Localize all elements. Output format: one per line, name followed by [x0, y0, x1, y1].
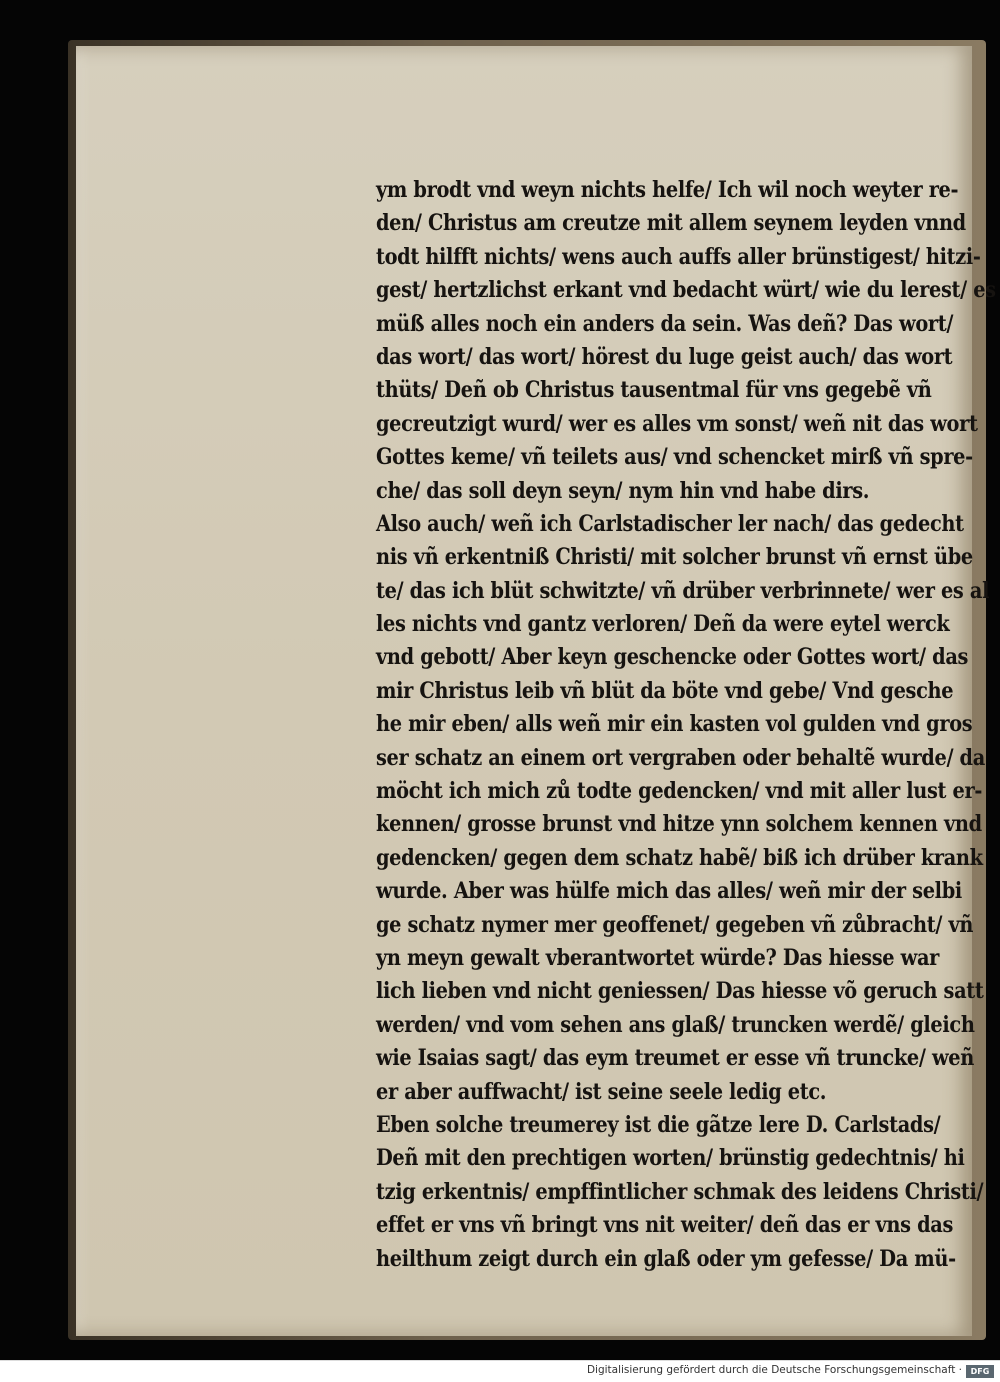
funding-credit: Digitalisierung gefördert durch die Deutsche Forschungsgemeinschaft ·	[586, 1364, 962, 1376]
text-line: gecreutzigt wurd/ wer es alles vm sonst/ weñ nit das wort	[376, 410, 978, 437]
text-line: heilthum zeigt durch ein glaß oder ym gefesse/ Da mü-	[376, 1245, 956, 1272]
text-line: kennen/ grosse brunst vnd hitze ynn solchem kennen vnd	[376, 811, 982, 838]
text-line: ser schatz an einem ort vergraben oder behaltẽ wurde/ da	[376, 744, 985, 771]
text-line: thüts/ Deñ ob Christus tausentmal für vns gegebẽ vñ	[376, 377, 932, 404]
text-block	[376, 174, 1000, 1276]
text-line: wurde. Aber was hülfe mich das alles/ weñ mir der selbi	[376, 878, 962, 905]
text-line: gest/ hertzlichst erkant vnd bedacht würt/ wie du lerest/ es	[376, 277, 996, 304]
text-line: yn meyn gewalt vberantwortet würde? Das hiesse war	[376, 944, 939, 971]
text-line: che/ das soll deyn seyn/ nym hin vnd habe dirs.	[376, 477, 870, 504]
text-line: werden/ vnd vom sehen ans glaß/ truncken werdẽ/ gleich	[376, 1011, 975, 1038]
text-line: das wort/ das wort/ hörest du luge geist auch/ das wort	[376, 343, 953, 370]
book-page	[76, 46, 996, 1336]
text-line: müß alles noch ein anders da sein. Was deñ? Das wort/	[376, 310, 954, 337]
text-line: nis vñ erkentniß Christi/ mit solcher brunst vñ ernst übe	[376, 544, 973, 571]
text-line: les nichts vnd gantz verloren/ Deñ da were eytel werck	[376, 611, 950, 638]
text-line: lich lieben vnd nicht geniessen/ Das hiesse võ geruch satt	[376, 978, 984, 1005]
text-line: ge schatz nymer mer geoffenet/ gegeben vñ zůbracht/ vñ	[376, 911, 974, 938]
text-line: wie Isaias sagt/ das eym treumet er esse vñ truncke/ weñ	[376, 1045, 974, 1072]
text-line: tzig erkentnis/ empffintlicher schmak des leidens Christi/	[376, 1178, 984, 1205]
text-line: ym brodt vnd weyn nichts helfe/ Ich wil noch weyter re-	[376, 177, 959, 203]
text-line: te/ das ich blüt schwitzte/ vñ drüber verbrinnete/ wer es al	[376, 577, 990, 604]
footer-bar	[0, 1360, 1000, 1382]
text-line: mir Christus leib vñ blüt da böte vnd gebe/ Vnd gesche	[376, 677, 954, 704]
text-line: er aber auffwacht/ ist seine seele ledig etc.	[376, 1078, 827, 1105]
text-line: den/ Christus am creutze mit allem seynem leyden vnnd	[376, 210, 966, 237]
text-line: Eben solche treumerey ist die gãtze lere D. Carlstads/	[376, 1111, 941, 1138]
text-line: todt hilfft nichts/ wens auch auffs aller brünstigest/ hitzi-	[376, 243, 981, 270]
text-line: effet er vns vñ bringt vns nit weiter/ deñ das er vns das	[376, 1212, 954, 1239]
text-line: Also auch/ weñ ich Carlstadischer ler nach/ das gedecht	[376, 510, 964, 537]
text-line: Gottes keme/ vñ teilets aus/ vnd schencket mirß vñ spre-	[376, 444, 973, 471]
text-line: gedencken/ gegen dem schatz habẽ/ biß ich drüber krank	[376, 844, 983, 871]
text-line: Deñ mit den prechtigen worten/ brünstig gedechtnis/ hi	[376, 1145, 965, 1172]
text-line: möcht ich mich zů todte gedencken/ vnd mit aller lust er-	[376, 778, 983, 805]
dfg-logo: DFG	[966, 1365, 994, 1378]
text-line: he mir eben/ alls weñ mir ein kasten vol gulden vnd gros	[376, 711, 973, 738]
text-line: vnd gebott/ Aber keyn geschencke oder Gottes wort/ das	[376, 644, 969, 671]
